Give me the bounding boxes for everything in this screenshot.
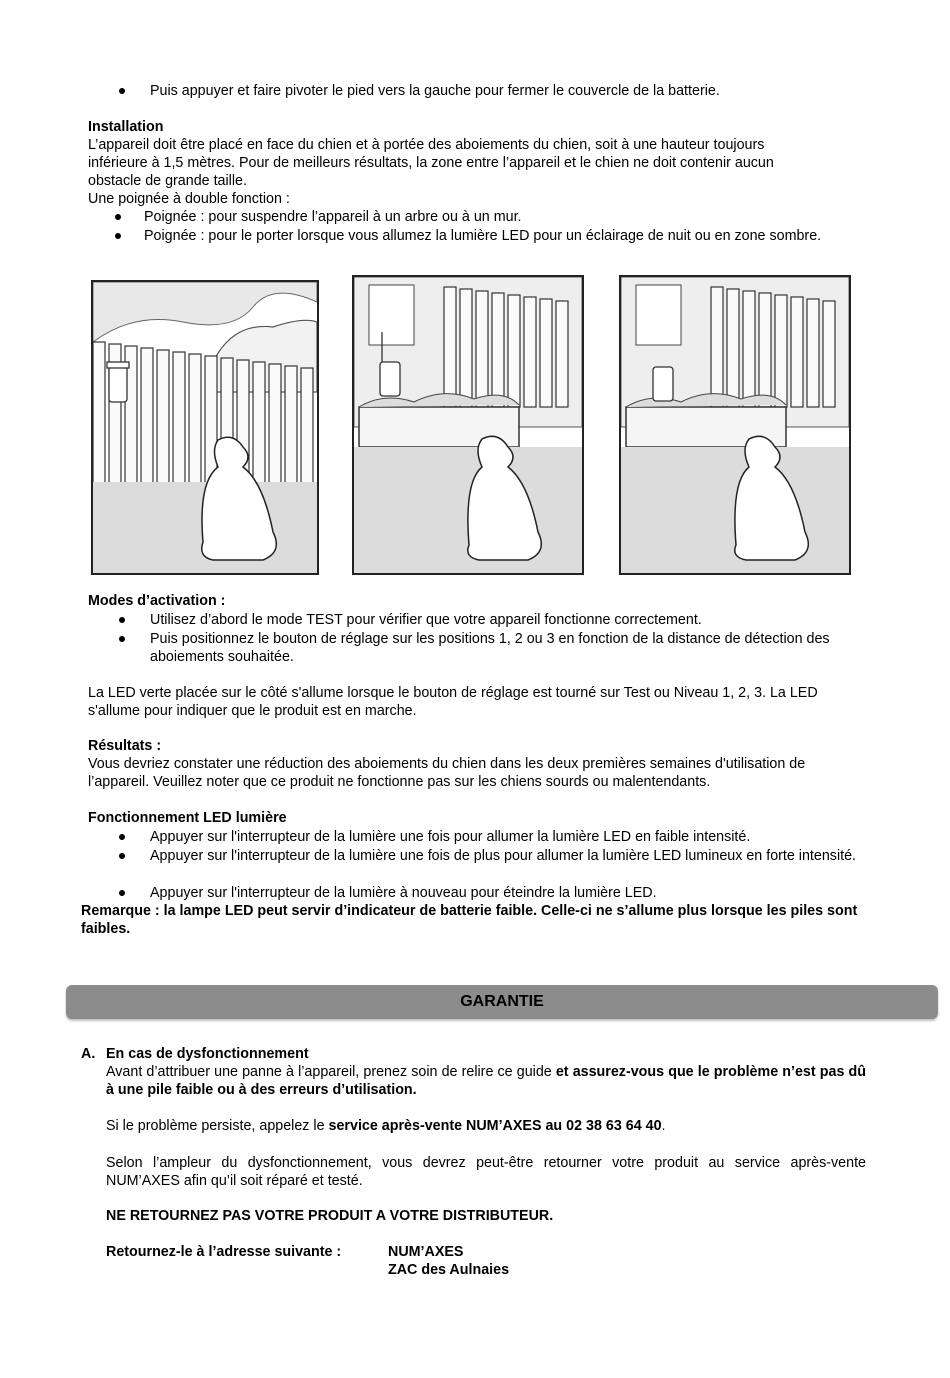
warranty-p1-normal: Avant d’attribuer une panne à l’appareil, prenez soin de relire ce guide	[106, 1064, 556, 1080]
bullet-dot	[119, 834, 125, 840]
installation-line-1: L’appareil doit être placé en face du chien et à portée des aboiements du chien, soit à une hauteur toujours	[88, 137, 765, 153]
illustration-planter-ledge	[619, 275, 851, 575]
led-bullet-2: Appuyer sur l'interrupteur de la lumière une fois de plus pour allumer la lumière LED lumineux en forte intensité.	[150, 848, 857, 864]
installation-line-4: Une poignée à double fonction :	[88, 191, 290, 207]
results-paragraph: Vous devriez constater une réduction des aboiements du chien dans les deux premières semaines d'utilisation de l’appareil. Veuillez noter que ce produit ne fonctionne pas sur les chiens sourds ou malentendants.	[88, 756, 806, 790]
warranty-banner: GARANTIE	[66, 985, 938, 1019]
led-bullet-3: Appuyer sur l'interrupteur de la lumière à nouveau pour éteindre la lumière LED.	[150, 885, 657, 901]
installation-line-2: inférieure à 1,5 mètres. Pour de meilleurs résultats, la zone entre l’appareil et le chien ne doit contenir aucun	[88, 155, 774, 171]
illustration-fence-tree	[91, 280, 319, 575]
bullet-dot	[119, 88, 125, 94]
address-line-2: ZAC des Aulnaies	[388, 1262, 510, 1278]
warranty-p1-bold: et assurez-vous que le problème n’est pas dû à une pile faible ou à des erreurs d’utilisation.	[106, 1064, 867, 1098]
bullet-dot	[119, 853, 125, 859]
address-line-1: NUM’AXES	[388, 1244, 464, 1260]
warranty-paragraph-3: Selon l’ampleur du dysfonctionnement, vous devrez peut-être retourner votre produit au service après-vente NUM’AXES afin qu’il soit réparé et testé.	[106, 1155, 866, 1189]
bullet-dot	[115, 233, 121, 239]
bullet-dot	[119, 890, 125, 896]
led-bullet-1: Appuyer sur l'interrupteur de la lumière une fois pour allumer la lumière LED en faible intensité.	[150, 829, 751, 845]
led-green-paragraph: La LED verte placée sur le côté s'allume lorsque le bouton de réglage est tourné sur Test ou Niveau 1, 2, 3. La LED s'allume pour indiquer que le produit est en marche.	[88, 685, 818, 719]
address-label: Retournez-le à l’adresse suivante :	[106, 1244, 342, 1260]
handle-bullet-2: Poignée : pour le porter lorsque vous allumez la lumière LED pour un éclairage de nuit ou en zone sombre.	[144, 228, 822, 244]
led-heading: Fonctionnement LED lumière	[88, 810, 287, 826]
bullet-dot	[119, 617, 125, 623]
do-not-return-notice: NE RETOURNEZ PAS VOTRE PRODUIT A VOTRE DISTRIBUTEUR.	[106, 1208, 554, 1224]
results-heading: Résultats :	[88, 738, 162, 754]
installation-heading: Installation	[88, 119, 164, 135]
warranty-p2-end: .	[661, 1118, 666, 1134]
bullet-dot	[115, 214, 121, 220]
illustration-wall-planter	[352, 275, 584, 575]
service-phone: service après-vente NUM’AXES au 02 38 63 64 40	[328, 1118, 662, 1134]
handle-bullet-1: Poignée : pour suspendre l’appareil à un arbre ou à un mur.	[144, 209, 522, 225]
section-title: En cas de dysfonctionnement	[106, 1046, 309, 1062]
warranty-paragraph-1	[106, 1063, 866, 1099]
bullet-dot	[119, 636, 125, 642]
section-letter: A.	[81, 1046, 96, 1062]
installation-line-3: obstacle de grande taille.	[88, 173, 247, 189]
battery-remark: Remarque : la lampe LED peut servir d’indicateur de batterie faible. Celle-ci ne s’allume plus lorsque les piles sont faibles.	[81, 903, 858, 937]
modes-heading: Modes d’activation :	[88, 593, 226, 609]
warranty-p2-normal: Si le problème persiste, appelez le	[106, 1118, 329, 1134]
modes-bullet-1: Utilisez d’abord le mode TEST pour vérifier que votre appareil fonctionne correctement.	[150, 612, 702, 628]
modes-bullet-2: Puis positionnez le bouton de réglage sur les positions 1, 2 ou 3 en fonction de la distance de détection des aboiements souhaitée.	[150, 631, 830, 665]
warranty-paragraph-2	[106, 1117, 866, 1135]
battery-cover-instruction: Puis appuyer et faire pivoter le pied vers la gauche pour fermer le couvercle de la batterie.	[150, 83, 720, 99]
